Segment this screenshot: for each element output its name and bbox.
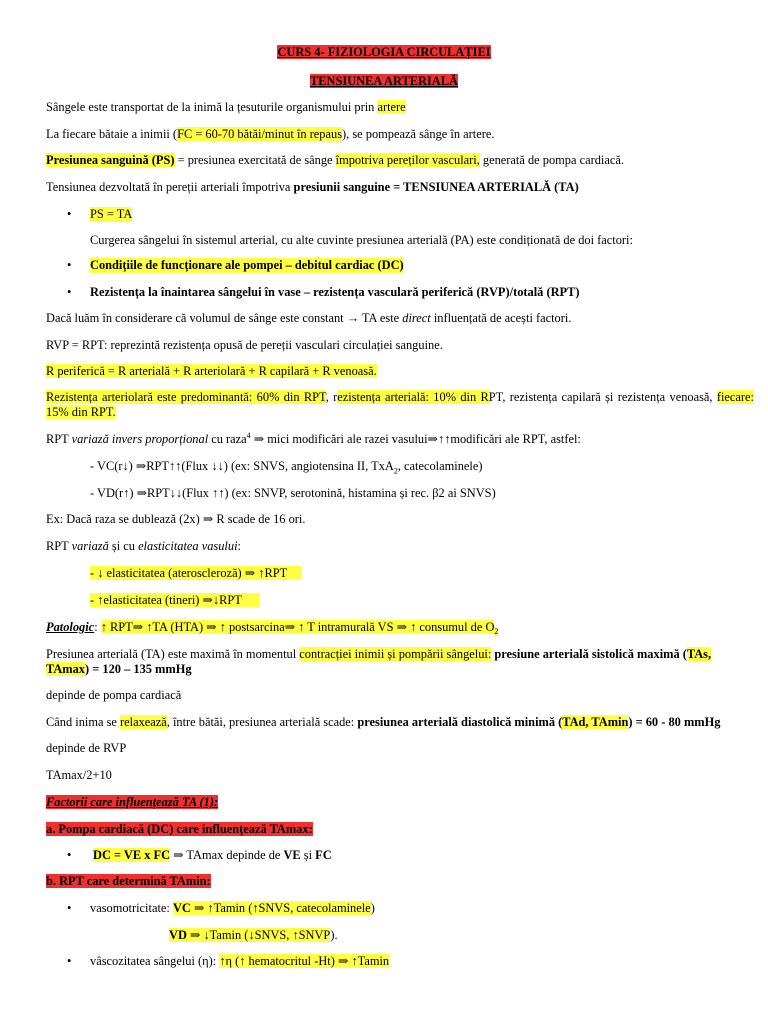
item-vasodilation-tamin: VD ⇒ ↓Tamin (↓SNVS, ↑SNVP). (169, 928, 338, 942)
paragraph-rvp-definition: RVP = RPT: reprezintă rezistența opusă de pereții vasculari circulației sanguine. (46, 338, 443, 352)
item-increased-elasticity: - ↑elasticitatea (tineri) ⇒↓RPT (90, 593, 260, 608)
paragraph-formula: TAmax/2+10 (46, 768, 112, 782)
heading-rpt: b. RPT care determină TAmin: (46, 874, 211, 888)
paragraph-elasticity: RPT variază și cu elasticitatea vasului: (46, 539, 241, 553)
paragraph-heart-rate: La fiecare bătaie a inimii (FC = 60-70 bătăi/minut în repaus), se pompează sânge în artere. (46, 127, 495, 141)
course-title: CURS 4- FIZIOLOGIA CIRCULAȚIEI (277, 45, 491, 59)
document-page: CURS 4- FIZIOLOGIA CIRCULAȚIEI TENSIUNEA ARTERIALĂ Sângele este transportat de la inimă la țesuturile organismului prin artere La fiecare bătaie a inimii (FC = 60-70 bătăi/minut în repaus), se pompează sânge în artere. Presiunea sanguină (PS) = presiunea exercitată de sânge împotriva pereților vasculari, generată de pompa cardiacă. Tensiunea dezvoltată în pereții arteriali împotriva presiunii sanguine = TENSIUNEA ARTERIALĂ (TA) • PS = TA Curgerea sângelui în sistemul arterial, cu alte cuvinte presiunea arterială (PA) este condiționată de doi factori: • Condițiile de funcționare ale pompei – debitul cardiac (DC) • Rezistența la înaintarea sângelui în vase – rezistența vasculară periferică (RVP)/totală (RPT) Dacă luăm în considerare că volumul de sânge este constant → TA este direct influențată de acești factori. RVP = RPT: reprezintă rezistența opusă de pereții vasculari circulației sanguine. R periferică = R arterială + R arteriolară + R capilară + R venoasă. Rezistența arteriolară este predominantă: 60% din RPT, rezistența arterială: 10% din RPT, rezistența capilară și rezistența venoasă, fiecare: 15% din RPT. RPT variază invers proporțional cu raza$^4$ ⇒ mici modificări ale razei vasului⇒↑↑modificări ale RPT, astfel: - VC(r↓) ⇒RPT↑↑(Flux ↓↓) (ex: SNVS, angiotensina II, TxA$_2$, catecolaminele) - VD(r↑) ⇒RPT↓↓(Flux ↑↑) (ex: SNVP, serotonină, histamina și rec. β2 ai SNVS) Ex: Dacă raza se dublează (2x) ⇒ R scade de 16 ori. RPT variază și cu elasticitatea vasului: - ↓ elasticitatea (ateroscleroză) ⇒ ↑RPT - ↑elasticitatea (tineri) ⇒↓RPT Patologic: ↑ RPT⇒ ↑TA (HTA) ⇒ ↑ postsarcina⇒ ↑ T intramurală VS ⇒ ↑ consumul de $O_2$ Presiunea arterială (TA) este maximă în momentul contracției inimii și pompării sângelui: presiune arterială sistolică maximă (TAs, TAmax) = 120 – 135 mmHg depinde de pompa cardiacă Când inima se relaxează, între bătăi, presiunea arterială scade: presiunea arterială diastolică minimă (TAd, TAmin) = 60 - 80 mmHg depinde de RVP TAmax/2+10 Factorii care influențează TA (1): a. Pompa cardiacă (DC) care influențează TAmax: • DC = VE x FC ⇒ TAmax depinde de VE și FC b. RPT care determină TAmin: • vasomotricitate: VC ⇒ ↑Tamin (↑SNVS, catecolaminele) VD ⇒ ↓Tamin (↓SNVS, ↑SNVP). • vâscozitatea sângelui (η): ↑η (↑ hematocritul -Ht) ⇒ ↑Tamin (0, 0, 768, 1024)
item-vasodilation: - VD(r↑) ⇒RPT↓↓(Flux ↑↑) (ex: SNVP, serotonină, histamina și rec. β2 ai SNVS) (90, 486, 496, 500)
paragraph-constant-volume: Dacă luăm în considerare că volumul de sânge este constant → TA este direct influențată de acești factori. (46, 311, 572, 325)
paragraph-flow-factors: Curgerea sângelui în sistemul arterial, cu alte cuvinte presiunea arterială (PA) este condiționată de doi factori: (90, 233, 633, 247)
paragraph-transport: Sângele este transportat de la inimă la țesuturile organismului prin artere (46, 100, 406, 114)
paragraph-resistance-distribution: Rezistența arteriolară este predominantă: 60% din RPT, rezistența arterială: 10% din RPT, rezistența capilară și rezistența venoasă, fiecare: 15% din RPT. (46, 390, 754, 419)
paragraph-blood-pressure: Presiunea sanguină (PS) = presiunea exercitată de sânge împotriva pereților vasculari, generată de pompa cardiacă. (46, 153, 624, 167)
paragraph-diastolic-pressure: Când inima se relaxează, între bătăi, presiunea arterială scade: presiunea arterială diastolică minimă (TAd, TAmin) = 60 - 80 mmHg (46, 715, 721, 729)
heading-cardiac-pump: a. Pompa cardiacă (DC) care influențează TAmax: (46, 822, 313, 836)
heading-factors: Factorii care influențează TA (1): (46, 795, 219, 809)
paragraph-radius-relation: RPT variază invers proporțional cu raza$^4$ ⇒ mici modificări ale razei vasului⇒↑↑modificări ale RPT, astfel: (46, 430, 581, 446)
paragraph-depends-pump: depinde de pompa cardiacă (46, 688, 182, 702)
paragraph-radius-example: Ex: Dacă raza se dublează (2x) ⇒ R scade de 16 ori. (46, 512, 306, 526)
paragraph-arterial-tension: Tensiunea dezvoltată în pereții arteriali împotriva presiunii sanguine = TENSIUNEA ARTERIALĂ (TA) (46, 180, 579, 194)
paragraph-systolic-pressure: Presiunea arterială (TA) este maximă în momentul contracției inimii și pompării sângelui: presiune arterială sistolică maximă (TAs, (46, 647, 712, 661)
paragraph-depends-rvp: depinde de RVP (46, 741, 127, 755)
section-title: TENSIUNEA ARTERIALĂ (310, 74, 458, 88)
paragraph-systolic-pressure-cont: TAmax) = 120 – 135 mmHg (46, 662, 192, 676)
paragraph-resistance-sum: R periferică = R arterială + R arteriolară + R capilară + R venoasă. (46, 364, 377, 378)
item-decreased-elasticity: - ↓ elasticitatea (ateroscleroză) ⇒ ↑RPT (90, 566, 301, 581)
paragraph-pathologic: Patologic: ↑ RPT⇒ ↑TA (HTA) ⇒ ↑ postsarcina⇒ ↑ T intramurală VS ⇒ ↑ consumul de $O_2$ (46, 620, 499, 637)
item-vasoconstriction: - VC(r↓) ⇒RPT↑↑(Flux ↓↓) (ex: SNVS, angiotensina II, TxA$_2$, catecolaminele) (90, 459, 483, 476)
